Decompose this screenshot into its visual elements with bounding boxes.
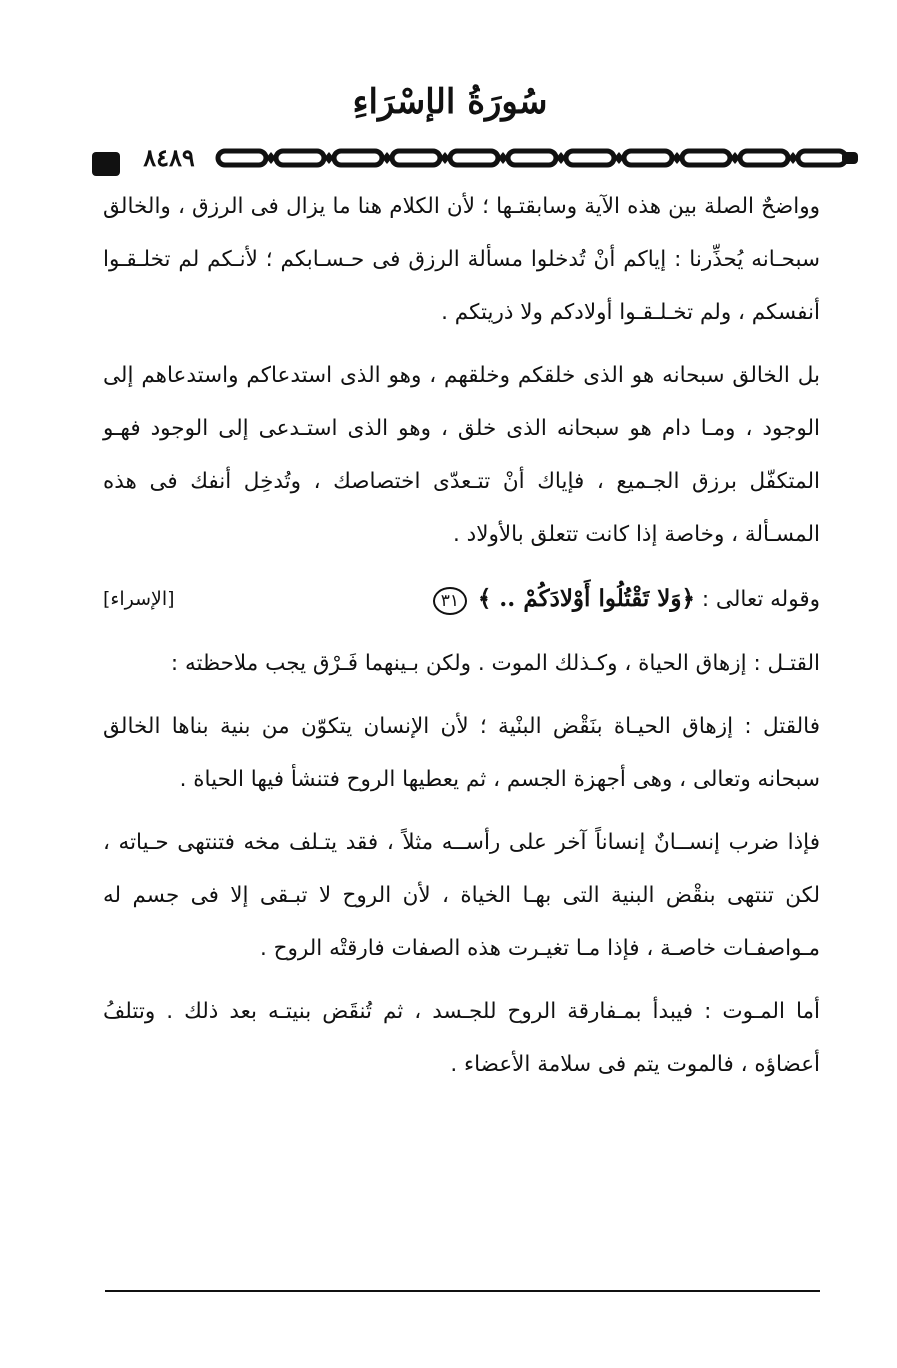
verse-intro: وقوله تعالى :	[701, 587, 820, 612]
chain-link	[682, 151, 730, 165]
chain-link	[450, 151, 498, 165]
surah-title: سُورَةُ الإسْرَاءِ	[352, 82, 548, 122]
chain-link	[392, 151, 440, 165]
verse-citation	[103, 571, 820, 627]
chain-link	[334, 151, 382, 165]
paragraph-2: بل الخالق سبحانه هو الذى خلقكم وخلقهم ، وهو الذى استدعاكم واستدعاهم إلى الوجود ، ومـا دام هو سبحانه الذى خلق ، وهو الذى استـدعى إلى الوجود فهـو المتكفّل برزق الجـميع ، فإياك أنْ تتـعدّى اختصاصك ، وتُدخِل أنفك فى هذه المسـألة ، وخاصة إذا كانت تتعلق بالأولاد .	[103, 363, 820, 547]
chain-link	[798, 151, 846, 165]
page-body	[103, 180, 820, 1091]
paragraph-6: أما المـوت : فيبدأ بمـفارقة الروح للجـسد ، ثم تُنقَض بنيتـه بعد ذلك . وتتلفُ أعضاؤه ، فالموت يتم فى سلامة الأعضاء .	[103, 999, 820, 1077]
paragraph-3: القتـل : إزهاق الحياة ، وكـذلك الموت . ولكن بـينهما فَـرْق يجب ملاحظته :	[170, 651, 820, 676]
chain-link	[624, 151, 672, 165]
ayah-number-badge: ٣١	[433, 587, 467, 615]
chain-end-cap	[92, 152, 120, 176]
page-number: ٨٤٨٩	[128, 140, 210, 176]
chain-link	[508, 151, 556, 165]
chain-link	[218, 151, 266, 165]
chain-link	[740, 151, 788, 165]
chain-link	[276, 151, 324, 165]
paragraph-4: فالقتل : إزهاق الحيـاة بنَقْض البنْية ؛ لأن الإنسان يتكوّن من بنية بناها الخالق سبحانه وتعالى ، وهى أجهزة الجسم ، ثم يعطيها الروح فتنشأ فيها الحياة .	[103, 714, 820, 792]
surah-reference: [الإسراء]	[103, 588, 175, 610]
footer-rule	[105, 1290, 820, 1292]
paragraph-1: وواضحٌ الصلة بين هذه الآية وسابقتـها ؛ لأن الكلام هنا ما يزال فى الرزق ، والخالق سبحـانه يُحذِّرنا : إياكم أنْ تُدخلوا مسألة الرزق فى حـسـابكم ؛ لأنـكم لم تخلـقـوا أنفسكم ، ولم تخـلـقـوا أولادكم ولا ذريتكم .	[103, 194, 820, 325]
chain-link	[566, 151, 614, 165]
quran-verse: ﴿وَلا تَقْتُلُوا أَوْلادَكُمْ .. ﴾	[477, 585, 696, 612]
chain-end-cap	[842, 152, 858, 164]
paragraph-5: فإذا ضرب إنســانٌ إنساناً آخر على رأســه مثلاً ، فقد يتـلف مخه فتنتهى حـياته ، لكن تنتهى بنقْض البنية التى بهـا الخياة ، لأن الروح لا تبـقى إلا فى جسم له مـواصفـات خاصـة ، فإذا مـا تغيـرت هذه الصفات فارقتْه الروح .	[103, 830, 820, 961]
